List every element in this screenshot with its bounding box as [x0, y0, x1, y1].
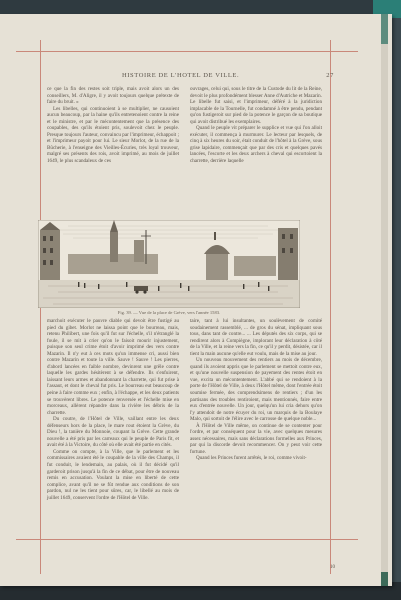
paragraph: Quand le peuple vit préparer le supplice et vue qui l'on alloit exécuter, il commença à murmurer. Le lecteur par lesquels, de cinq à six heures du soir, était conduit de l'hôtel à la Grève, sous grise lapidaire, commençait que par des cris et quelques pavés lancées, l'escorte et les deux archers à cheval qui escortoient la charrette, derrière laquelle [190, 125, 322, 165]
column-right-top [190, 86, 322, 165]
page-edge-strip-bottom [381, 572, 388, 586]
paragraph: Comme on compte, à la Ville, que le parlement et les commissaires avaient été le coupable de la ville des Champs, il fut conduit, le lendemain, au palais, où il fut décidé qu'il garderoit prison jusqu'à la fin de ce débat, pour être de nouveau remis en accusation. Voulant la mise en liberté de cette complice, avant qu'il ne se fût rendue aux conditions de son pardon, nul ne les tient pour sûres, car, le libellé au mois de juillet 1649, conservent l'ordre de l'Hôtel de Ville. [47, 448, 179, 501]
frame-rule-top [16, 51, 358, 52]
column-right-bottom [190, 318, 322, 462]
running-title: HISTOIRE DE L'HOTEL DE VILLE. [122, 72, 240, 79]
frame-rule-right [330, 40, 331, 574]
paragraph: Du coutre, de l'Hôtel de Ville, vaillant entre les deux défenseurs hors de la place, le mare rout étoient la Grève, du Dieu !, la tanière du Monnoie, coupant la Grève. Cette grande nouvelle a été pris par les carreaux qui le peuple de Paris fit, et avait été à la Victoire, du côté où elle avait été partie en cités. [47, 416, 179, 449]
page-edge-strip-top [381, 14, 388, 44]
figure-caption: Fig. 39. — Vue de la place de Grève, vers l'année 1583. [117, 310, 221, 315]
paragraph: ce que la fin des restes soit triple, mais avoit alors un des conseillers, M. d'Aligre, il y avoit toujours quelque prétexte de faire du bruit. » [47, 86, 179, 106]
paragraph: taire, tant à lui insultantes, un soulèvement de comité soudainement rassemblé, ... de gros du sénat, impliquant sous tous, dans tant de contre... ... Les députés des six corps, qui se rendirent alors à Compiègne, implorant leur déclaration à côté de la Ville, et la reine vers la fin, ce qu'il y perdit, désistée, car il tient la main aucune qu'elle eut voulu, mais de la mise au jour. [190, 318, 322, 357]
paragraph: Les libelles, qui continuoient à se multiplier, ne causoient aucun beaucoup, par la haine qu'ils entretenoient contre la reine et le ministre, et par le mécontentement que la présence des coupables, des qu'ils étoient pris, soulevoit chez le peuple. Presque toujours l'auteur, convaincu par l'imprimeur, échappoit ; et l'imprimeur payoit pour lui. Le sieur Morlot, de la rue de la Bûcherie, à l'enseigne des Vieilles-Écuries, très loyal trouveur, malgré ses présents des rois, avoit imprimé, au mois de juillet 1649, le plus scandaleux de ces [47, 105, 179, 165]
page-edge-strip [381, 14, 388, 586]
frame-rule-bottom [16, 539, 358, 540]
paragraph: Un nouveau mouvement des rentiers au mois de décembre, quand ils avoient appris que le parlement se mettoit contre eux, et qu'une nouvelle suspension de payement des rentes étoit en vue, excita un mécontentement. L'abbé qui se rendoient à la porte de l'Hôtel de Ville, à deux l'Hôtel même, dont l'entrée étoit soumise fermée, des comprendsimens de rentiers ; d'un les partisans des troubles rentiroient, mais mentionnés, faire entre eux d'entrée nouvelle. Un jour, quelqu'un lui cria dehors qu'on l'y attendoit de notre écuyer du roi, un marquis de la Boulaye Malo, qui sortoit de l'élire avec le carrosse de quelque noble... [190, 357, 322, 423]
paragraph: ouvrages, celui qui, sous le titre de la Custode du lit de la Reine, devoit le plus profondément blesser Anne d'Autriche et Mazarin. Le libelle fut saisi, et l'imprimeur, déféré à la juridiction implacable de la Tournelle, fut condamné à être pendu, pendant qu'on fustigeroit sur pied de la potence le garçon de sa boutique qui avoit distribué les exemplaires. [190, 86, 322, 125]
page-number: 27 [326, 72, 334, 79]
paragraph: À l'Hôtel de Ville même, on continue de se contenter pour l'ordre, et par conséquent pour la vie, avec quelques mesures assez nécessaires, mais sans déclarations formelles aux Princes, par qui la discorde devoit recommencer. On y peut voir cette fortune. [190, 422, 322, 455]
engraving-illustration [38, 220, 300, 308]
paragraph: marchoit exécuter le pauvre diable qui devoit être fustigé au pied du gibet. Morlot ne laissa point que le bourreau, mais, retenu Philibert, une fois qu'il fut sur l'échelle, s'il n'étranglé la foule, il se mit à crier qu'on le faisoit mourir injustement, puisque son seul crime étoit d'avoir imprimé des vers contre Mazarin. Il n'y eut à ces mots qu'un immense cri, aussi bien contre Mazarin et toute la ville. Sauve ! Sauve ! Les pierres, d'abord lancées en faible nombre, devinrent une grêle contre laquelle les gardes hésitèrent à se défendre. Ils s'enfuirent, laissant leurs armes et abandonnant la charrette, qui fut prise à l'assaut, et dont le cheval fut pris. Le bourreau eut beaucoup de peine à faire comme eux ; enfin, à l'échappe, et les deux patients se trouvèrent libres. Le potence renversée et l'échelle mise en morceaux, allèrent répandre dans la rivière les débris de la charrette. [47, 318, 179, 416]
signature-mark: 10 [330, 565, 335, 570]
paragraph: Quand les Princes furent arrêtés, le roi, comme vivoit- [196, 455, 307, 462]
book-page [0, 14, 392, 586]
column-left-top [47, 86, 179, 165]
engraving-place-de-greve [38, 220, 300, 308]
column-left-bottom [47, 318, 179, 501]
